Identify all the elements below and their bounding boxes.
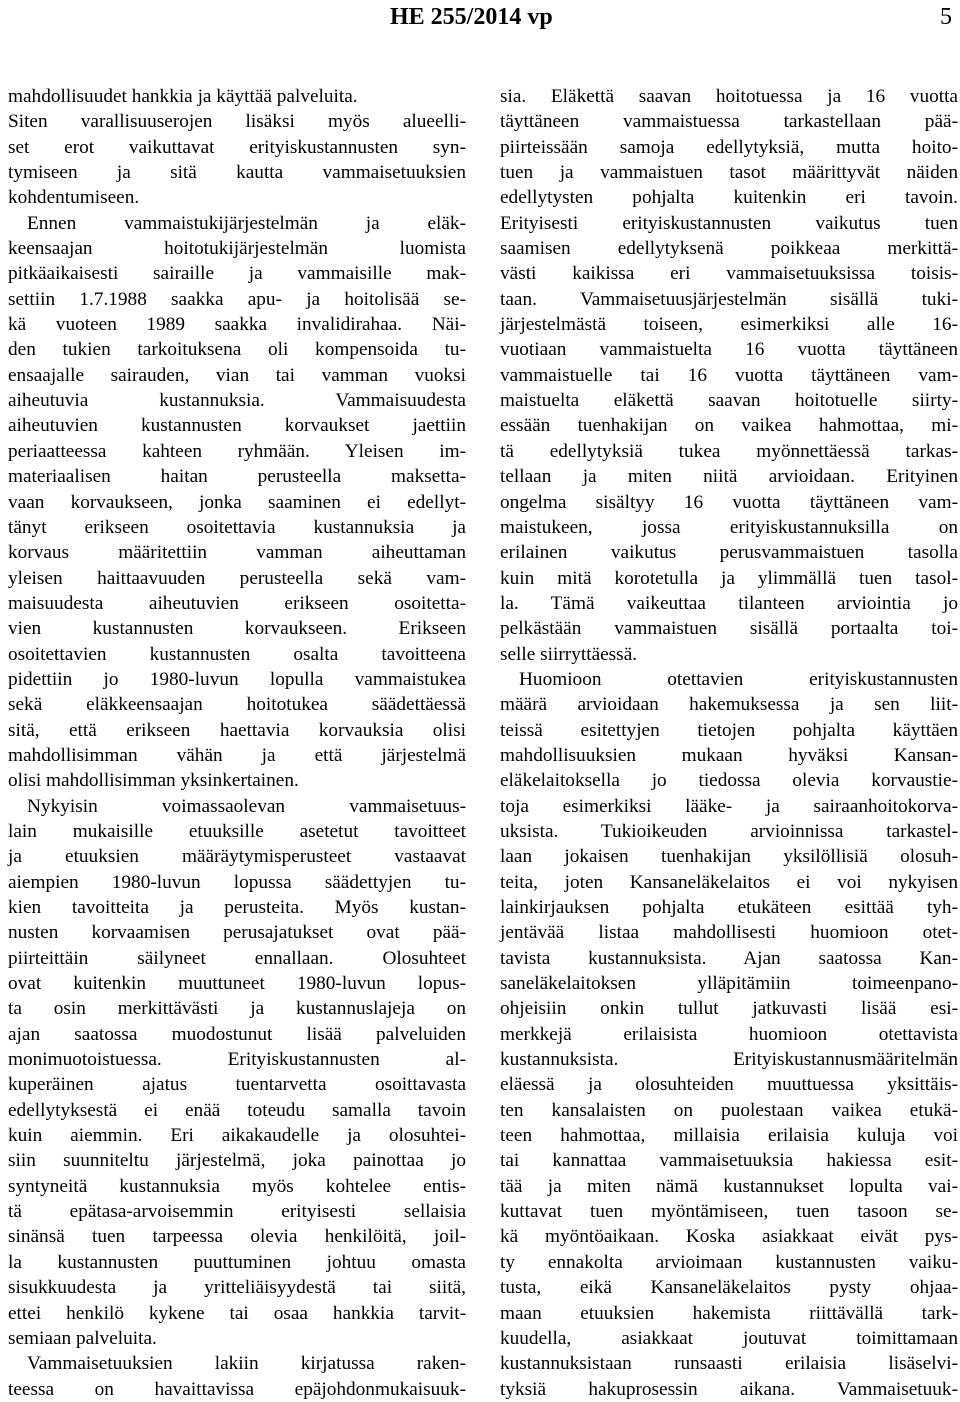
left-text-column bbox=[8, 84, 466, 1402]
text-line: täyttäneen vammaistuessa tarkastellaan pää- bbox=[500, 111, 958, 133]
text-line: tuen ja vammaistuen tasot määrittyvät näiden bbox=[500, 162, 958, 184]
text-line: kustannuksistaan runsaasti erilaisia lisäselvi- bbox=[500, 1353, 958, 1375]
text-line: syntyneitä kustannuksia myös kohtelee entis- bbox=[8, 1175, 466, 1197]
text-line: tavista kustannuksista. Ajan saatossa Kan- bbox=[500, 947, 958, 969]
text-line: tänyt erikseen osoitettavia kustannuksia ja bbox=[8, 516, 466, 538]
text-line: den tukien tarkoituksena oli kompensoida tu- bbox=[8, 339, 466, 361]
text-line: tusta, eikä Kansaneläkelaitos pysty ohjaa- bbox=[500, 1277, 958, 1299]
text-line: sitä, että erikseen haettavia korvauksia olisi bbox=[8, 719, 466, 741]
text-line: lainkirjauksen pohjalta etukäteen esittää tyh- bbox=[500, 897, 958, 918]
text-line: ovat kuitenkin muuttuneet 1980-luvun lopus- bbox=[8, 973, 466, 995]
text-line: edellytysten pohjalta kuitenkin eri tavoin. bbox=[500, 187, 958, 209]
text-line: ta osin merkittävästi ja kustannuslajeja on bbox=[8, 998, 466, 1020]
text-line: kuin aiemmin. Eri aikakaudelle ja olosuhtei- bbox=[8, 1125, 466, 1147]
text-line: la. Tämä vaikeuttaa tilanteen arviointia jo bbox=[500, 592, 958, 614]
text-line: tymiseen ja sitä kautta vammaisetuuksien bbox=[8, 162, 466, 184]
text-line: ettei henkilö kykene tai osaa hankkia tarvit- bbox=[8, 1302, 466, 1324]
text-line: kuin mitä korotetulla ja ylimmällä tuen tasol- bbox=[500, 567, 958, 589]
text-line: aiempien 1980-luvun lopussa säädettyjen tu- bbox=[8, 871, 466, 893]
text-line: Huomioon otettavien erityiskustannusten bbox=[519, 668, 958, 690]
text-line: periaatteessa kahteen ryhmään. Yleisen im- bbox=[8, 440, 466, 462]
text-line: sia. Eläkettä saavan hoitotuessa ja 16 vuotta bbox=[500, 86, 958, 107]
document-id: HE 255/2014 vp bbox=[390, 4, 553, 30]
text-line: lain mukaisille etuuksille asetetut tavoitteet bbox=[8, 820, 466, 842]
text-line: keensaajan hoitotukijärjestelmän luomista bbox=[8, 238, 466, 260]
text-line: mahdollisuuksien mukaan hyväksi Kansan- bbox=[500, 744, 958, 766]
text-line: taan. Vammaisetuusjärjestelmän sisällä tuki- bbox=[500, 288, 958, 310]
text-line: mahdollisimman vähän ja että järjestelmä bbox=[8, 744, 466, 766]
text-line: selle siirryttäessä. bbox=[500, 643, 638, 665]
text-line: kien tavoitteita ja perusteita. Myös kustan- bbox=[8, 897, 466, 918]
text-line: Erityisesti erityiskustannusten vaikutus tuen bbox=[500, 212, 958, 234]
text-line: tyksiä hakuprosessin aikana. Vammaisetuuk- bbox=[500, 1378, 958, 1400]
text-line: laan jokaisen tuenhakijan yksilöllisiä olosuh- bbox=[500, 846, 958, 868]
text-line: settiin 1.7.1988 saakka apu- ja hoitolisää se- bbox=[8, 288, 466, 310]
text-line: vaan korvaukseen, jonka saaminen ei edellyt- bbox=[8, 491, 466, 513]
text-line: yleisen haittaavuuden perusteella sekä vam- bbox=[8, 567, 466, 589]
text-line: uksista. Tukioikeuden arvioinnissa tarkastel- bbox=[500, 820, 958, 842]
text-line: teen hahmottaa, millaisia erilaisia kuluja voi bbox=[500, 1125, 958, 1147]
text-line: kuperäinen ajatus tuentarvetta osoittavasta bbox=[8, 1074, 466, 1096]
text-line: ten kansalaisten on puolestaan vaikea etukä- bbox=[500, 1099, 958, 1121]
text-line: tä epätasa-arvoisemmin erityisesti sellaisia bbox=[8, 1201, 466, 1223]
text-line: piirteittäin säilyneet ennallaan. Olosuhteet bbox=[8, 947, 466, 969]
text-line: määrä arvioidaan hakemuksessa ja sen liit- bbox=[500, 694, 958, 716]
text-line: tai kannattaa vammaisetuuksia hakiessa esit- bbox=[500, 1150, 958, 1172]
text-line: merkkejä erilaisista huomioon otettavista bbox=[500, 1023, 958, 1045]
text-line: järjestelmästä toiseen, esimerkiksi alle 16- bbox=[500, 314, 958, 336]
text-line: västi kaikissa eri vammaisetuuksissa toisis- bbox=[500, 263, 958, 285]
text-line: nusten korvaamisen perusajatukset ovat pää- bbox=[8, 922, 466, 944]
text-line: maisuudesta aiheutuvien erikseen osoitetta- bbox=[8, 592, 466, 614]
text-line: vuotiaan vammaistuelta 16 vuotta täyttäneen bbox=[500, 339, 958, 361]
text-line: kuttavat tuen myöntämiseen, tuen tasoon se- bbox=[500, 1201, 958, 1223]
text-line: pelkästään vammaistuen sisällä portaalta toi- bbox=[500, 618, 958, 640]
text-line: Nykyisin voimassaolevan vammaisetuus- bbox=[27, 795, 466, 817]
text-line: vien kustannusten korvaukseen. Erikseen bbox=[8, 618, 466, 640]
text-line: teita, joten Kansaneläkelaitos ei voi nykyisen bbox=[500, 871, 958, 893]
text-line: sisukkuudesta ja yritteliäisyydestä tai siitä, bbox=[8, 1277, 466, 1299]
text-line: sekä eläkkeensaajan hoitotukea säädettäessä bbox=[8, 694, 466, 716]
text-line: aiheutuvien kustannusten korvaukset jaettiin bbox=[8, 415, 466, 437]
text-line: eläkelaitoksella jo tiedossa olevia korvaustie- bbox=[500, 770, 958, 792]
text-line: mahdollisuudet hankkia ja käyttää palveluita. bbox=[8, 86, 358, 107]
text-line: toja esimerkiksi lääke- ja sairaanhoitokorva- bbox=[500, 795, 958, 817]
text-line: ty ennakolta arvioimaan kustannusten vaiku- bbox=[500, 1251, 958, 1273]
text-line: edellytyksestä ei enää toteudu samalla tavoin bbox=[8, 1099, 466, 1121]
right-text-column bbox=[500, 84, 958, 1402]
text-line: ja etuuksien määräytymisperusteet vastaavat bbox=[8, 846, 466, 868]
page-header bbox=[0, 2, 960, 36]
text-line: essään tuenhakijan on vaikea hahmottaa, mi- bbox=[500, 415, 958, 437]
text-line: pitkäaikaisesti sairaille ja vammaisille mak- bbox=[8, 263, 466, 285]
text-line: set erot vaikuttavat erityiskustannusten syn- bbox=[8, 136, 466, 158]
text-line: Ennen vammaistukijärjestelmän ja eläk- bbox=[27, 212, 466, 234]
text-line: kä vuoteen 1989 saakka invalidirahaa. Näi- bbox=[8, 314, 466, 336]
text-line: maistuelta eläkettä saavan hoitotuelle siirty- bbox=[500, 390, 958, 412]
text-line: ensaajalle sairauden, vian tai vamman vuoksi bbox=[8, 364, 466, 386]
text-line: Siten varallisuuserojen lisäksi myös alueelli- bbox=[8, 111, 466, 133]
text-line: sinänsä tuen tarpeessa olevia henkilöitä, joil- bbox=[8, 1226, 466, 1248]
text-line: osoitettavien kustannusten osalta tavoitteena bbox=[8, 643, 466, 665]
text-line: siin suunniteltu järjestelmä, joka painottaa jo bbox=[8, 1150, 466, 1172]
text-line: kohdentumiseen. bbox=[8, 187, 140, 209]
text-line: tä edellytyksiä tukea myönnettäessä tarkas- bbox=[500, 440, 958, 462]
text-line: korvaus määritettiin vamman aiheuttaman bbox=[8, 542, 466, 564]
text-line: ajan saatossa muodostunut lisää palveluiden bbox=[8, 1023, 466, 1045]
text-line: kuudella, asiakkaat joutuvat toimittamaan bbox=[500, 1327, 958, 1349]
page-number: 5 bbox=[940, 4, 952, 30]
text-line: semiaan palveluita. bbox=[8, 1327, 157, 1349]
text-line: eläessä ja olosuhteiden muuttuessa yksittäis- bbox=[500, 1074, 958, 1096]
text-line: aiheutuvia kustannuksia. Vammaisuudesta bbox=[8, 390, 466, 412]
text-line: materiaalisen haitan perusteella maksetta- bbox=[8, 466, 466, 488]
text-line: kustannuksista. Erityiskustannusmääritelmän bbox=[500, 1049, 958, 1071]
text-line: Vammaisetuuksien lakiin kirjatussa raken- bbox=[27, 1353, 466, 1375]
text-line: maistukeen, jossa erityiskustannuksilla on bbox=[500, 516, 958, 538]
text-line: ongelma sisältyy 16 vuotta täyttäneen vam- bbox=[500, 491, 958, 513]
text-line: erilainen vaikutus perusvammaistuen tasolla bbox=[500, 542, 958, 564]
text-line: piirteissään samoja edellytyksiä, mutta hoito- bbox=[500, 136, 958, 158]
text-line: teissä esitettyjen tietojen pohjalta käyttäen bbox=[500, 719, 958, 741]
text-line: pidettiin jo 1980-luvun lopulla vammaistukea bbox=[8, 668, 466, 690]
text-line: ohjeisiin onkin tullut jatkuvasti lisää esi- bbox=[500, 998, 958, 1020]
text-line: saamisen edellytyksenä poikkeaa merkittä- bbox=[500, 238, 958, 260]
text-line: la kustannusten puuttuminen johtuu omasta bbox=[8, 1251, 466, 1273]
text-line: saneläkelaitoksen ylläpitämiin toimeenpano- bbox=[500, 973, 958, 995]
text-line: tää ja miten nämä kustannukset lopulta vai- bbox=[500, 1175, 958, 1197]
text-line: jentävää listaa mahdollisesti huomioon otet- bbox=[500, 922, 958, 944]
text-line: tellaan ja miten niitä arvioidaan. Erityinen bbox=[500, 466, 958, 488]
text-line: kä myöntöaikaan. Koska asiakkaat eivät pys- bbox=[500, 1226, 958, 1248]
text-line: olisi mahdollisimman yksinkertainen. bbox=[8, 770, 299, 792]
text-line: monimuotoistuessa. Erityiskustannusten al- bbox=[8, 1049, 466, 1071]
text-line: vammaistuelle tai 16 vuotta täyttäneen vam- bbox=[500, 364, 958, 386]
text-line: maan etuuksien hakemista riittävällä tark- bbox=[500, 1302, 958, 1324]
text-line: teessa on havaittavissa epäjohdonmukaisuuk- bbox=[8, 1378, 466, 1400]
